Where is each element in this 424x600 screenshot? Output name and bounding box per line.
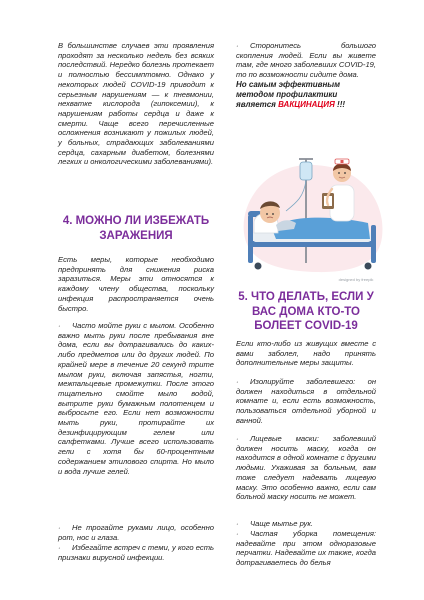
- bullet-avoid-crowds-text: Сторонитесь большого скопления людей. Если вы живете там, где много заболевших COVID-19, то по возможности сидите дома.: [236, 41, 376, 80]
- bullet-clean-text: Частая уборка помещения: надевайте при этом одноразовые перчатки. Надевайте их также, когда дотрагиваетесь до белья: [236, 529, 376, 568]
- bullet-dot: ·: [236, 519, 239, 528]
- freepik-watermark: designed by freepik: [338, 277, 374, 282]
- bullet-wash-hands-text: Часто мойте руки с мылом. Особенно важно мыть руки после пребывания вне дома, если вы дотрагивались до каких-либо предметов или до других людей. По крайней мере в течение 20 секунд трите мылом руки, включая запястья, ногти, межпальцевые промежутки. После этого тщательно смойте мыло водой, вытрите руки бумажным полотенцем и выбросьте его. Если нет возможности мыть руки, протирайте их дезинфицирующим гелем или салфетками. Лучше всего использовать гели с хотя бы 60-процентным содержанием этилового спирта. Но мыло и вода лучше гелей.: [58, 321, 214, 476]
- section-5-title: 5. ЧТО ДЕЛАТЬ, ЕСЛИ У ВАС ДОМА КТО-ТО БОЛЕЕТ COVID-19: [238, 291, 374, 332]
- bullet-dot: ·: [58, 543, 61, 552]
- bed-wheel: [365, 263, 372, 270]
- bullet-dot: ·: [236, 434, 239, 443]
- iv-bag: [300, 162, 312, 180]
- paragraph-home-care-intro: Если кто-либо из живущих вместе с вами заболел, надо принять дополнительные меры защиты.: [236, 339, 376, 368]
- bullet-wash-text: Чаще мытье рук.: [250, 519, 314, 528]
- bed-wheel: [255, 263, 262, 270]
- bullet-dot: ·: [236, 41, 239, 50]
- vaccination-note-text: Но самым эффективным методом профилактики является: [236, 80, 341, 110]
- bullet-dot: ·: [236, 529, 239, 538]
- hospital-illustration: [236, 145, 392, 285]
- paragraph-prevention-intro: Есть меры, которые необходимо предпринять для снижения риска заразиться. Меры эти относятся к каждому члену общества, поскольку инфекция распространяется очень быстро.: [58, 255, 214, 313]
- bullet-avoid-crowds: [236, 41, 376, 80]
- bullet-dot: ·: [236, 377, 239, 386]
- vaccination-note-end: !!!: [334, 100, 346, 110]
- bullet-masks-text: Лицевые маски: заболевший должен носить маску, когда он находится в одной комнате с другими людьми. Ухаживая за больным, вам тоже следует надевать лицевую маску. Это особенно важно, если сам больной маску носить не может.: [236, 434, 376, 502]
- vaccination-note: [236, 80, 376, 111]
- vaccination-word: ВАКЦИНАЦИЯ: [278, 100, 335, 110]
- section-4-title: 4. МОЖНО ЛИ ИЗБЕЖАТЬ ЗАРАЖЕНИЯ: [62, 215, 210, 242]
- bullet-clean: [236, 529, 376, 568]
- bullet-wash-hands: [58, 321, 214, 476]
- bed-footboard: [371, 225, 376, 263]
- bullet-avoid-sick-text: Избегайте встреч с теми, у кого есть признаки вирусной инфекции.: [58, 543, 215, 562]
- red-cross-icon: [341, 160, 344, 163]
- bullet-isolate-text: Изолируйте заболевшего: он должен находиться в отдельной комнате и, если есть возможность, пользоваться отдельной уборной и ванной.: [236, 377, 376, 425]
- paragraph-symptoms: В большинстве случаев эти проявления проходят за несколько недель без всяких последствий. Нередко болезнь протекает и полностью бессимптомно. Однако у некоторых людей COVID-19 приводит к серьезным нарушениям — к пневмонии, нехватке кислорода (гипоксемии), к нарушениям работы сердца и даже к смерти. Чаще всего перечисленные осложнения возникают у пожилых людей, у больных, страдающих заболеваниями сердца, сахарным диабетом, болезнями легких и онкологическими заболеваниями).: [58, 41, 214, 167]
- bed-headboard: [248, 215, 253, 263]
- bullet-dot: ·: [58, 523, 61, 532]
- bullet-dot: ·: [58, 321, 61, 330]
- bullet-masks: [236, 434, 376, 502]
- bullet-no-touch-face: [58, 523, 214, 542]
- bullet-no-touch-face-text: Не трогайте руками лицо, особенно рот, нос и глаза.: [58, 523, 214, 542]
- bullet-isolate: [236, 377, 376, 426]
- bullet-wash: [236, 519, 376, 529]
- bullet-avoid-sick: [58, 543, 214, 562]
